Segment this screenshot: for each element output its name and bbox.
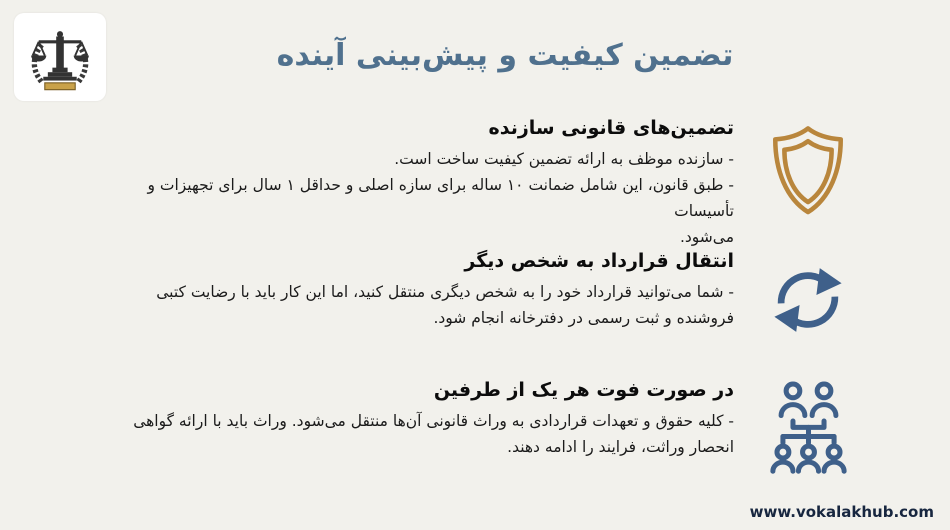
body-line: انحصار وراثت، فرایند را ادامه دهند. xyxy=(507,438,734,456)
body-line: - شما می‌توانید قرارداد خود را به شخص دیگری منتقل کنید، اما این کار باید با رضایت کتبی xyxy=(156,283,734,301)
body-line: می‌شود. xyxy=(679,228,734,246)
shield-icon xyxy=(758,123,858,223)
section-heading: انتقال قرارداد به شخص دیگر xyxy=(464,250,734,272)
section-legal-guarantees xyxy=(110,115,858,250)
sync-icon xyxy=(758,258,858,342)
section-contract-transfer xyxy=(110,248,858,342)
body-line: - طبق قانون، این شامل ضمانت ۱۰ ساله برای سازه اصلی و حداقل ۱ سال برای تجهیزات و تأسیسات xyxy=(147,176,734,220)
family-tree-icon xyxy=(758,379,858,474)
section-heading: تضمین‌های قانونی سازنده xyxy=(488,117,734,139)
body-line: - کلیه حقوق و تعهدات قراردادی به وراث قانونی آن‌ها منتقل می‌شود. وراث باید با ارائه گواهی xyxy=(133,412,734,430)
section-heading: در صورت فوت هر یک از طرفین xyxy=(433,379,734,401)
body-line: فروشنده و ثبت رسمی در دفترخانه انجام شود. xyxy=(433,309,734,327)
section-death-of-party xyxy=(110,377,858,474)
body-line: - سازنده موظف به ارائه تضمین کیفیت ساخت است. xyxy=(394,150,734,168)
website-link[interactable]: www.vokalakhub.com xyxy=(749,503,934,521)
page-title: تضمین کیفیت و پیش‌بینی آینده xyxy=(276,38,734,73)
